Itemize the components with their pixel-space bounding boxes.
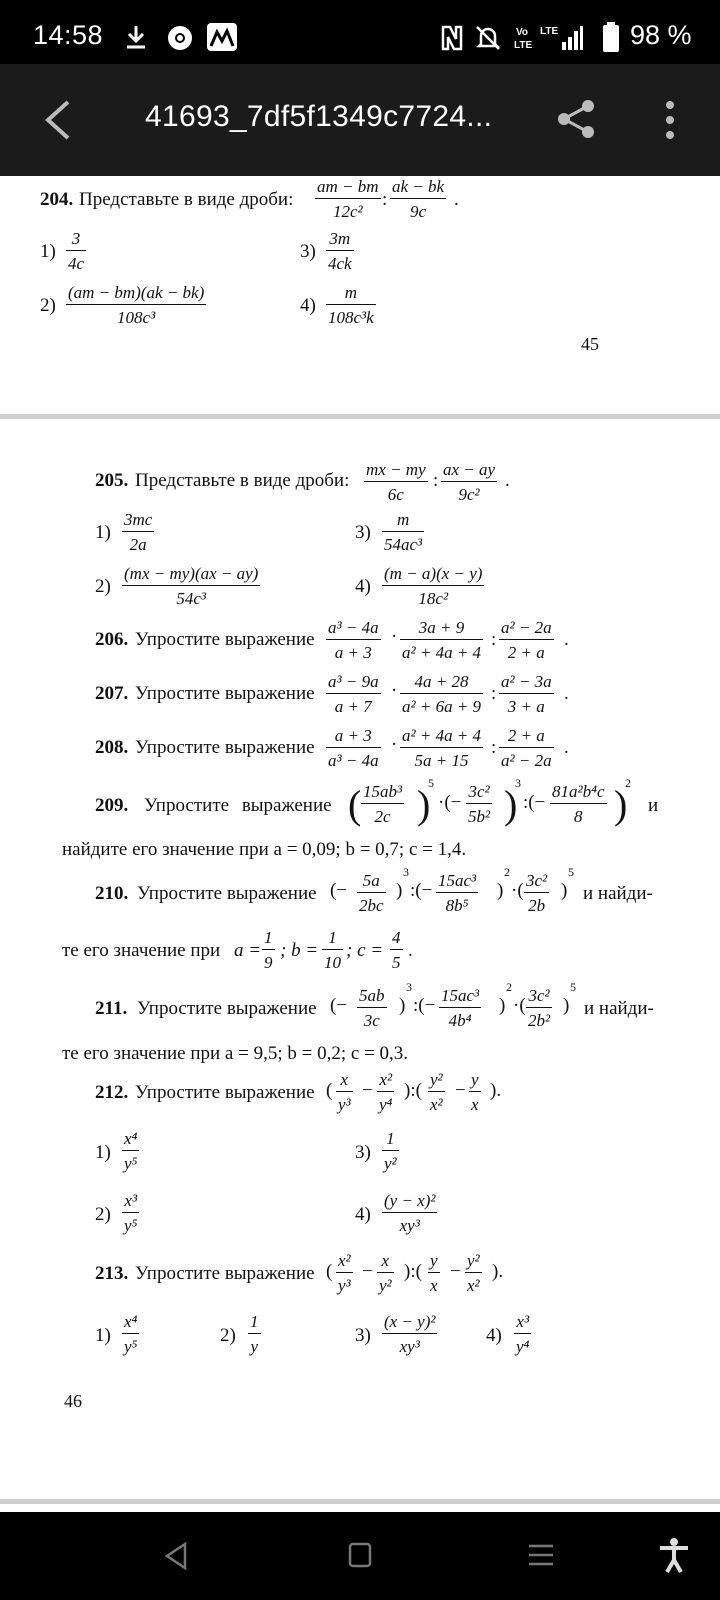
lte-signal-icon (540, 24, 584, 52)
option-fraction: m 54ac³ (384, 510, 423, 554)
fraction: y x (430, 1251, 438, 1295)
app-bar (0, 64, 720, 176)
problem-number: 210. (95, 883, 129, 904)
option-fraction: x³ y⁵ (124, 1191, 138, 1235)
option-label: 3) (355, 1325, 371, 1346)
download-icon (124, 24, 148, 50)
svg-text:LTE: LTE (540, 26, 559, 37)
fraction: a³ − 9a a + 7 (328, 672, 379, 716)
problem-number: 211. (95, 998, 128, 1019)
option-label: 1) (95, 1142, 111, 1163)
accessibility-icon[interactable] (658, 1538, 690, 1574)
option-fraction: x⁴ y⁵ (124, 1129, 138, 1173)
problem-text: Упростите выражение (135, 737, 315, 758)
chrome-icon (166, 24, 194, 52)
fraction: mx − my 6c (366, 460, 426, 504)
option-label: 3) (355, 522, 371, 543)
fraction: ak − bk 9c (392, 177, 445, 221)
option-label: 4) (300, 295, 316, 316)
document-title: 41693_7df5f1349c7724... (145, 100, 493, 133)
option-label: 2) (220, 1325, 236, 1346)
fraction: 2 + a a² − 2a (501, 726, 552, 770)
fraction: ax − ay 9c² (443, 460, 496, 504)
problem-text: те его значение при a = 9,5; b = 0,2; c = 0,3. (62, 1043, 408, 1064)
fraction: 1 9 (264, 928, 273, 972)
pdf-page-45[interactable]: 204. Представьте в виде дроби: am − bm 12c² : ak − bk 9c . 1) 3 4c 2) (am − bm)(ak − bk) 108c³ 3) 3m 4ck 4) m 108c³k 45 (0, 176, 720, 414)
fraction: 1 10 (324, 928, 341, 972)
nav-recents-icon[interactable] (527, 1542, 555, 1568)
fraction: y x (471, 1070, 479, 1114)
share-icon[interactable] (556, 98, 596, 140)
option-label: 1) (95, 522, 111, 543)
option-label: 4) (355, 576, 371, 597)
fraction: y² x² (467, 1251, 480, 1295)
option-fraction: 3mc 2a (124, 510, 153, 554)
fraction: a² + 4a + 4 5a + 15 (402, 726, 482, 770)
problem-number: 209. (95, 795, 129, 816)
problem-number: 205. (95, 470, 129, 491)
fraction: a + 3 a³ − 4a (328, 726, 379, 770)
fraction: x² y⁴ (379, 1070, 393, 1114)
pdf-page-46[interactable]: 205. Представьте в виде дроби: mx − my 6c : ax − ay 9c² . 1) 3mc 2a 2) (mx − my)(ax − ay) 54c³ 3) m 54ac³ 4) (m − a)(x − y) 18c² 206. Упростите выражение a³ − 4a a + 3 · 3a + 9 a² + 4a + 4 : a² − 2a 2 + a . 207. Упростите выражение a³ − 9a a + 7 · 4a + 28 a² + 6a + 9 : a² − 3a 3 + a . 208. Упростите выражение a + 3 a³ − 4a · a² + 4a + 4 5a + 15 : 2 + a a² − 2a . 209. Упростите выражение ( 15ab³ 2c ) 5 ·(− 3c² 5b² ) 3 :(− 81a²b⁴c 8 ) 2 и найдите его значение при a = 0,09; b = 0,7; c = 1,4. 210. Упростите выражение (− 5a 2bc ) 3 :(− 15ac³ 8b⁵ ) 2 ·( 3c² 2b ) 5 и найди- те его значение при a = 1 9 ; b = 1 10 ; c = 4 5 . 211. Упростите выражение (− 5ab 3c ) 3 :(− 15ac³ 4b⁴ ) 2 ·( 3c² 2b² ) 5 и найди- те его значение при a = 9,5; b = 0,2; c = 0,3. 212. Упростите выражение ( x y³ − x² y⁴ ):( y² x² − y x ). 1) x⁴ y⁵ 2) x³ y⁵ 3) 1 y² 4) (y − x)² xy³ 213. Упростите выражение ( x² y³ − x y² ):( y x − y² x² ). 1) x⁴ y⁵ 2) 1 y 3) (x − y)² xy³ 4) x³ y⁴ 46 (0, 419, 720, 1499)
option-label: 3) (355, 1142, 371, 1163)
page-divider (0, 1499, 720, 1504)
status-time: 14:58 (33, 20, 104, 50)
option-fraction: (mx − my)(ax − ay) 54c³ (124, 564, 259, 608)
problem-text: найдите его значение при a = 0,09; b = 0,7; c = 1,4. (62, 839, 467, 860)
app-icon (206, 22, 238, 52)
fraction: x y³ (338, 1070, 351, 1114)
option-fraction: x⁴ y⁵ (124, 1312, 138, 1356)
option-label: 4) (486, 1325, 502, 1346)
problem-text: Упростите выражение (135, 1263, 315, 1284)
navigation-bar (0, 1512, 720, 1600)
problem-text: Упростите выражение (137, 998, 317, 1019)
option-label: 2) (95, 1204, 111, 1225)
option-fraction: 1 y² (384, 1129, 397, 1173)
option-fraction: (m − a)(x − y) 18c² (384, 564, 483, 608)
problem-text: Представьте в виде дроби: (79, 189, 294, 210)
problem-number: 207. (95, 683, 129, 704)
problem-text: Представьте в виде дроби: (135, 470, 350, 491)
problem-number: 213. (95, 1263, 129, 1284)
nfc-icon (440, 24, 464, 52)
fraction: a² − 3a 3 + a (501, 672, 552, 716)
option-fraction: 3m 4ck (328, 229, 352, 273)
more-vert-icon[interactable] (664, 100, 676, 140)
volte-icon (514, 24, 538, 52)
option-fraction: 3 4c (68, 229, 85, 273)
fraction: 15ac³ 8b⁵ (438, 871, 477, 915)
fraction: 15ac³ 4b⁴ (441, 986, 480, 1030)
fraction: 3c² 2b (526, 871, 548, 915)
nav-home-icon[interactable] (348, 1542, 372, 1568)
fraction: 5ab 3c (359, 986, 385, 1030)
fraction: 4 5 (392, 928, 401, 972)
battery-icon (602, 22, 620, 52)
fraction: 4a + 28 a² + 6a + 9 (402, 672, 482, 716)
option-fraction: x³ y⁴ (516, 1312, 530, 1356)
svg-text:Vo: Vo (516, 27, 529, 38)
fraction: 3c² 2b² (528, 986, 551, 1030)
option-fraction: (am − bm)(ak − bk) 108c³ (68, 283, 205, 327)
fraction: y² x² (430, 1070, 443, 1114)
status-bar (0, 0, 720, 64)
option-label: 2) (40, 295, 56, 316)
fraction: x y² (379, 1251, 392, 1295)
fraction: a³ − 4a a + 3 (328, 618, 379, 662)
page-number: 46 (64, 1391, 82, 1411)
problem-text: Упростите выражение (135, 1082, 315, 1103)
option-fraction: (x − y)² xy³ (384, 1312, 436, 1356)
fraction: 15ab³ 2c (363, 782, 403, 826)
problem-text: Упростите выражение (135, 683, 315, 704)
nav-back-icon[interactable] (164, 1542, 188, 1570)
problem-text: Упростите выражение (144, 795, 332, 816)
page-number: 45 (581, 334, 599, 354)
problem-number: 206. (95, 629, 129, 650)
option-label: 3) (300, 241, 316, 262)
option-fraction: m 108c³k (328, 283, 374, 327)
option-fraction: 1 y (250, 1312, 259, 1356)
fraction: 3c² 5b² (468, 782, 491, 826)
problem-text: Упростите выражение (137, 883, 317, 904)
fraction: a² − 2a 2 + a (501, 618, 552, 662)
problem-text: те его значение при (62, 940, 221, 961)
battery-percent: 98 % (630, 20, 692, 50)
back-arrow-icon[interactable] (40, 98, 76, 142)
option-fraction: (y − x)² xy³ (384, 1191, 436, 1235)
mute-icon (474, 24, 502, 52)
fraction: 5a 2bc (359, 871, 384, 915)
option-label: 2) (95, 576, 111, 597)
option-label: 1) (95, 1325, 111, 1346)
fraction: x² y³ (338, 1251, 351, 1295)
option-label: 4) (355, 1204, 371, 1225)
svg-text:LTE: LTE (514, 40, 533, 51)
fraction: 81a²b⁴c 8 (552, 782, 605, 826)
fraction: am − bm 12c² (317, 177, 379, 221)
problem-text: Упростите выражение (135, 629, 315, 650)
fraction: 3a + 9 a² + 4a + 4 (402, 618, 482, 662)
option-label: 1) (40, 241, 56, 262)
problem-number: 212. (95, 1082, 129, 1103)
problem-number: 204. (40, 189, 74, 210)
problem-number: 208. (95, 737, 129, 758)
